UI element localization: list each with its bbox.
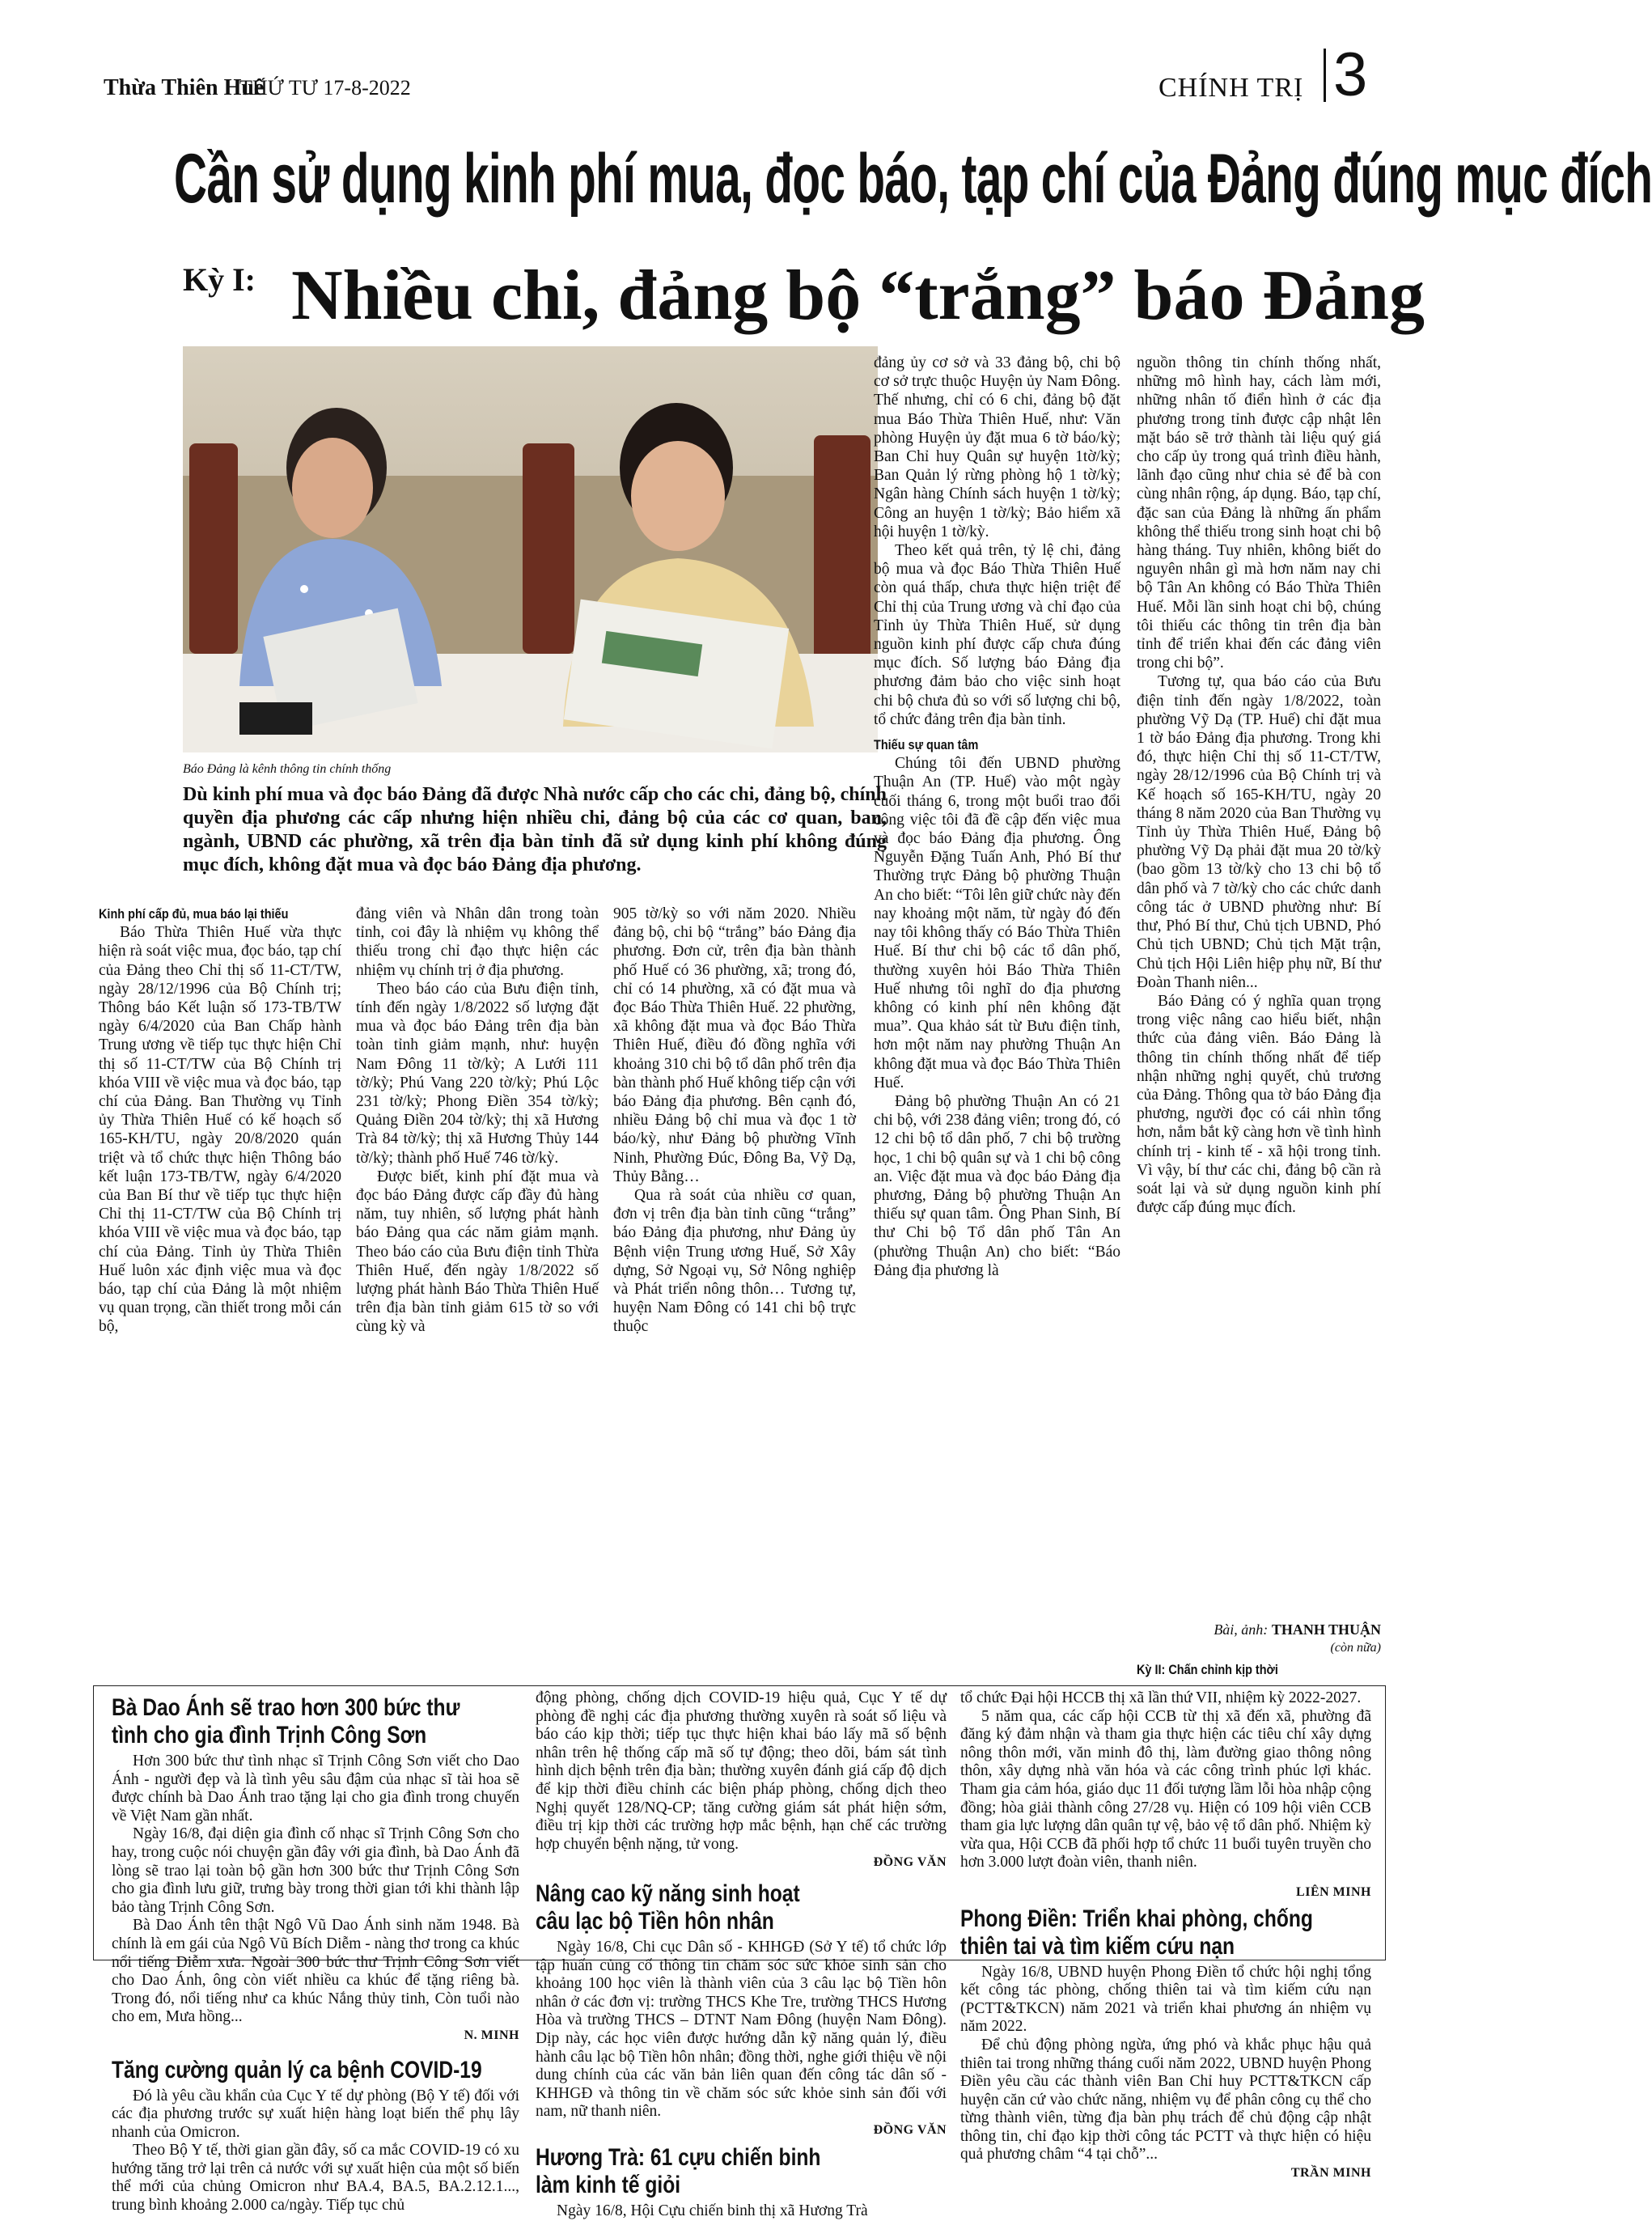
paragraph: Theo Bộ Y tế, thời gian gần đây, số ca mắc COVID-19 có xu hướng tăng trở lại trên cả nước với sự xuất hiện của một số biến thể mới của chủng Omicron như BA.4, BA.5, BA.2.12.1..., trung bình khoảng 2.000 ca/ngày. Tiếp tục chủ: [112, 2142, 519, 2215]
paragraph: Để chủ động phòng ngừa, ứng phó và khắc phục hậu quả thiên tai trong những tháng cuối năm 2022, UBND huyện Phong Điền yêu cầu các thành viên Ban Chỉ huy PCTT&TKCN cấp huyện căn cứ vào chức năng, nhiệm vụ để phân công cụ thể cho từng thành viên, từng địa bàn phụ trách để chủ động cập nhật thông tin, chỉ đạo kịp thời công tác PCTT và thực hiện có hiệu quả phương châm “4 tại chỗ”...: [960, 2036, 1371, 2164]
paragraph: Theo báo cáo của Bưu điện tỉnh, tính đến ngày 1/8/2022 số lượng đặt mua và đọc báo Đảng trên địa bàn toàn tỉnh giảm mạnh, như: huyện Nam Đông 11 tờ/kỳ; A Lưới 111 tờ/kỳ; Phú Vang 220 tờ/kỳ; Phú Lộc 231 tờ/kỳ; Phong Điền 354 tờ/kỳ; Quảng Điền 204 tờ/kỳ; thị xã Hương Trà 84 tờ/kỳ; thị xã Hương Thủy 144 tờ/kỳ; thành phố Huế 746 tờ/kỳ.: [356, 980, 599, 1167]
article-column-1: [99, 905, 341, 1337]
paragraph: đảng viên và Nhân dân trong toàn tỉnh, coi đây là nhiệm vụ không thể thiếu trong chỉ đạo thực hiện các nhiệm vụ chính trị ở địa phương.: [356, 905, 599, 979]
briefs-column-1: [112, 1694, 519, 2215]
briefs-column-3: [960, 1689, 1371, 2183]
brief-title: Tăng cường quản lý ca bệnh COVID-19: [112, 2056, 482, 2083]
to-be-continued: (còn nữa): [1330, 1641, 1381, 1655]
byline: Bài, ảnh: THANH THUẬN: [1214, 1621, 1381, 1638]
article-column-5: [1137, 354, 1381, 1217]
article-column-2: [356, 905, 599, 1337]
paragraph: Được biết, kinh phí đặt mua và đọc báo Đảng được cấp đầy đủ hàng năm, tuy nhiên, số lượng phát hành báo Đảng qua các năm giảm mạnh. Theo báo cáo của Bưu điện tỉnh Thừa Thiên Huế, đến ngày 1/8/2022 số lượng phát hành Báo Thừa Thiên Huế trên địa bàn tỉnh giảm 615 tờ so với cùng kỳ và: [356, 1168, 599, 1336]
publication-name: Thừa Thiên Huế: [104, 75, 265, 100]
paragraph: Tương tự, qua báo cáo của Bưu điện tỉnh đến ngày 1/8/2022, toàn phường Vỹ Dạ (TP. Huế) chỉ đặt mua 1 tờ báo Đảng địa phương. Trong khi đó, thực hiện Chỉ thị số 11-CT/TW, ngày 28/12/1996 của Bộ Chính trị và Kế hoạch số 165-KH/TU, ngày 20 tháng 8 năm 2020 của Ban Thường vụ Tỉnh ủy Thừa Thiên Huế, Đảng bộ phường Vỹ Dạ phải đặt mua 20 tờ/kỳ (bao gồm 13 tờ/kỳ cho 13 chi bộ tổ dân phố và 7 tờ/kỳ cho các chức danh công tác ở UBND phường như: Bí thư, Phó Bí thư, Chủ tịch UBND, Phó Chủ tịch UBND; Chủ tịch Mặt trận, Chủ tịch Hội Liên hiệp phụ nữ, Bí thư Đoàn Thanh niên...: [1137, 673, 1381, 991]
paragraph: Chúng tôi đến UBND phường Thuận An (TP. Huế) vào một ngày cuối tháng 6, trong một buổi trao đổi công việc tôi đã đề cập đến việc mua và đọc báo Đảng địa phương. Ông Nguyễn Đặng Tuấn Anh, Phó Bí thư Thường trực Đảng bộ phường Thuận An cho biết: “Tôi lên giữ chức này đến nay khoảng một năm, từ ngày đó đến nay tôi không thấy có Báo Thừa Thiên Huế. Bí thư chi bộ các tổ dân phố, thường xuyên hỏi Báo Thừa Thiên Huế nhưng tôi nghĩ do địa phương không có kinh phí nên không đặt mua”. Qua khảo sát từ Bưu điện tỉnh, hơn một năm nay phường Thuận An không đặt mua và đọc Báo Thừa Thiên Huế.: [874, 755, 1120, 1091]
section-name: CHÍNH TRỊ: [1159, 73, 1304, 103]
briefs-column-2: [536, 1689, 947, 2221]
brief-title: Hương Trà: 61 cựu chiến binh làm kinh tế giỏi: [536, 2144, 821, 2199]
paragraph: Đó là yêu cầu khẩn của Cục Y tế dự phòng (Bộ Y tế) đối với các địa phương trước sự xuất hiện hàng loạt biến thể phụ lây nhanh của Omicron.: [112, 2087, 519, 2141]
brief-title: Nâng cao kỹ năng sinh hoạt câu lạc bộ Tiền hôn nhân: [536, 1880, 800, 1935]
section-subhead: Kinh phí cấp đủ, mua báo lại thiếu: [99, 906, 289, 922]
paragraph: Bà Dao Ánh tên thật Ngô Vũ Dao Ánh sinh năm 1948. Bà chính là em gái của Ngô Vũ Bích Diễm - nàng thơ trong ca khúc nổi tiếng Diễm xưa. Ngoài 300 bức thư Trịnh Công Sơn viết cho Dao Ánh, ông còn viết nhiều ca khúc để tặng riêng bà. Trong đó, nổi tiếng như ca khúc Nắng thủy tinh, Còn tuổi nào cho em, Mưa hồng...: [112, 1917, 519, 2026]
paragraph: Đảng bộ phường Thuận An có 21 chi bộ, với 238 đảng viên; trong đó, có 12 chi bộ tổ dân phố, 7 chi bộ trường học, 1 chi bộ quân sự và 1 chi bộ công an. Việc đặt mua và đọc báo Đảng địa phương, Đảng bộ phường Thuận An thiếu sự quan tâm. Ông Phan Sinh, Bí thư Chi bộ Tổ dân phố Tân An (phường Thuận An) cho biết: “Báo Đảng địa phương là: [874, 1092, 1120, 1279]
paragraph: Báo Thừa Thiên Huế vừa thực hiện rà soát việc mua, đọc báo, tạp chí của Đảng theo Chỉ thị số 11-CT/TW, ngày 28/12/1996 của Bộ Chính trị; Thông báo Kết luận số 173-TB/TW ngày 6/4/2020 của Ban Chấp hành Trung ương về tiếp tục thực hiện Chỉ thị số 11-CT/TW của Bộ Chính trị khóa VIII về việc mua và đọc báo, tạp chí của Đảng. Ban Thường vụ Tỉnh ủy Thừa Thiên Huế có kế hoạch số 165-KH/TU, ngày 20/8/2020 quán triệt và tổ chức thực hiện Thông báo kết luận 173-TB/TW, ngày 6/4/2020 của Ban Bí thư về tiếp tục thực hiện Chỉ thị 11-CT/TW của Bộ Chính trị khóa VIII về việc mua và đọc báo, tạp chí của Đảng. Tỉnh ủy Thừa Thiên Huế luôn xác định việc mua và đọc báo, tạp chí của Đảng là một nhiệm vụ quan trọng, cần thiết trong mỗi cán bộ,: [99, 924, 341, 1336]
article-column-3: [613, 905, 856, 1337]
next-part-teaser: Kỳ II: Chấn chỉnh kịp thời: [1137, 1662, 1278, 1677]
paragraph: Ngày 16/8, Hội Cựu chiến binh thị xã Hương Trà: [557, 2202, 868, 2220]
article-column-4: [874, 354, 1120, 1280]
photo-two-women-reading-newspaper: [183, 346, 878, 752]
brief-title: Phong Điền: Triển khai phòng, chống thiên tai và tìm kiếm cứu nạn: [960, 1905, 1313, 1960]
paragraph: Ngày 16/8, Chi cục Dân số - KHHGĐ (Sở Y tế) tổ chức lớp tập huấn củng cố thông tin chăm sóc sức khỏe sinh sản cho khoảng 100 học viên là thành viên của 3 câu lạc bộ Tiền hôn nhân ở các đơn vị: trường THCS Khe Tre, trường THCS Hương Hòa và trường THCS – DTNT Nam Đông (huyện Nam Đông). Dịp này, các học viên được hướng dẫn kỹ năng quản lý, điều hành câu lạc bộ Tiền hôn nhân; đồng thời, nghe giới thiệu về nội dung chính của các văn bản liên quan đến công tác dân số - KHHGĐ và thông tin về chăm sóc sức khỏe sinh sản đối với nam, nữ thanh niên.: [536, 1938, 947, 2121]
paragraph: đảng ủy cơ sở và 33 đảng bộ, chi bộ cơ sở trực thuộc Huyện ủy Nam Đông. Thế nhưng, chỉ có 6 chi, đảng bộ đặt mua Báo Thừa Thiên Huế, như: Văn phòng Huyện ủy đặt mua 6 tờ báo/kỳ; Ban Chỉ huy Quân sự huyện 1tờ/kỳ; Ban Quản lý rừng phòng hộ 1 tờ/kỳ; Ngân hàng Chính sách huyện 1 tờ/kỳ; Công an huyện 1 tờ/kỳ; Bảo hiểm xã hội huyện 1 tờ/kỳ.: [874, 354, 1120, 540]
article-lead: Dù kinh phí mua và đọc báo Đảng đã được Nhà nước cấp cho các chi, đảng bộ, chính quyền địa phương các cấp nhưng hiện nhiều chi, đảng bộ của các cơ quan, ban, ngành, UBND các phường, xã trên địa bàn tỉnh đã sử dụng kinh phí không đúng mục đích, không đặt mua và đọc báo Đảng địa phương.: [183, 784, 887, 875]
brief-signature: LIÊN MINH: [1296, 1884, 1371, 1899]
paragraph: Ngày 16/8, đại diện gia đình cố nhạc sĩ Trịnh Công Sơn cho hay, trong cuộc nói chuyện gần đây với gia đình, bà Dao Ánh đã lòng sẽ trao lại toàn bộ gần hơn 300 bức thư Trịnh Công Sơn cho gia đình lưu giữ, trưng bày trong thời gian tới khi thành lập bảo tàng Trịnh Công Sơn.: [112, 1825, 519, 1916]
paragraph: Qua rà soát của nhiều cơ quan, đơn vị trên địa bàn tỉnh cũng “trắng” báo Đảng địa phương, như Đảng ủy Bệnh viện Trung ương Huế, Sở Xây dựng, Sở Ngoại vụ, Sở Nông nghiệp và Phát triển nông thôn… Tương tự, huyện Nam Đông có 141 chi bộ trực thuộc: [613, 1187, 856, 1336]
paragraph: Hơn 300 bức thư tình nhạc sĩ Trịnh Công Sơn viết cho Dao Ánh - người đẹp và là tình yêu sâu đậm của nhạc sĩ tài hoa sẽ được chính bà Dao Ánh trao tặng lại cho gia đình trong chuyến về Việt Nam gần nhất.: [112, 1753, 519, 1825]
series-kicker: Kỳ I:: [183, 261, 256, 298]
paragraph: Báo Đảng có ý nghĩa quan trọng trong việc nâng cao hiểu biết, nhận thức của đảng viên. Báo Đảng là thông tin chính thống nhất để tiếp nhận những nghị quyết, chủ trương của Đảng. Thông qua tờ báo Đảng địa phương, người đọc có cái nhìn tổng hơn, nắm bắt kỹ càng hơn về tình hình chính trị - kinh tế - xã hội trong tỉnh. Vì vậy, bí thư các chi, đảng bộ cần rà soát lại và sử dụng nguồn kinh phí được cấp đúng mục đích.: [1137, 992, 1381, 1217]
issue-date: THỨ TƯ 17-8-2022: [239, 76, 411, 100]
paragraph: động phòng, chống dịch COVID-19 hiệu quả, Cục Y tế dự phòng đề nghị các địa phương thường xuyên rà soát số liệu và báo cáo kịp thời; tiếp tục thực hiện khai báo lấy mã số bệnh nhân trên hệ thống cấp mã số tự động; theo dõi, bám sát tình hình dịch bệnh trên địa bàn; thường xuyên đánh giá cấp độ dịch để kịp thời điều chỉnh các biện pháp phòng, chống dịch theo Nghị quyết 128/NQ-CP; tăng cường giám sát phát hiện sớm, điều trị kịp thời các trường hợp mắc bệnh, hạn chế các trường hợp chuyển bệnh nặng, tử vong.: [536, 1689, 947, 1853]
brief-title: Bà Dao Ánh sẽ trao hơn 300 bức thư tình cho gia đình Trịnh Công Sơn: [112, 1694, 460, 1748]
subheadline: Nhiều chi, đảng bộ “trắng” báo Đảng: [291, 256, 1425, 335]
paragraph: Theo kết quả trên, tỷ lệ chi, đảng bộ mua và đọc Báo Thừa Thiên Huế còn quá thấp, chưa thực hiện triệt để Chỉ thị của Trung ương và chỉ đạo của Tỉnh ủy Thừa Thiên Huế, sử dụng nguồn kinh phí được cấp chưa đúng mục đích. Số lượng báo Đảng địa phương đảm bảo cho việc sinh hoạt chi bộ chưa đủ so với số lượng chi bộ, tổ chức đảng trên địa bàn tỉnh.: [874, 542, 1120, 728]
article-photo: [183, 346, 878, 752]
brief-signature: TRẦN MINH: [1290, 2166, 1371, 2181]
paragraph: Ngày 16/8, UBND huyện Phong Điền tổ chức hội nghị tổng kết công tác phòng, chống thiên tai và tìm kiếm cứu nạn (PCTT&TKCN) năm 2021 và triển khai phương án nhiệm vụ năm 2022.: [960, 1963, 1371, 2036]
paragraph: nguồn thông tin chính thống nhất, những mô hình hay, cách làm mới, những nhân tố điển hình ở các địa phương trong tỉnh được cập nhật lên mặt báo sẽ trở thành tài liệu quý giá cho cấp ủy trong quá trình điều hành, lãnh đạo cũng như chia sẻ để bà con cùng nhân rộng, áp dụng. Báo, tạp chí, đặc san của Đảng là những ấn phẩm không thể thiếu trong sinh hoạt chi bộ hàng tháng. Tuy nhiên, không biết do nguyên nhân gì mà hơn năm nay chi bộ Tân An không có Báo Thừa Thiên Huế. Mỗi lần sinh hoạt chi bộ, chúng tôi thiếu các thông tin trên địa bàn tỉnh để triển khai đến các đảng viên trong chi bộ”.: [1137, 354, 1381, 672]
brief-signature: ĐỒNG VĂN: [873, 2122, 947, 2137]
paragraph: 5 năm qua, các cấp hội CCB từ thị xã đến xã, phường đã đăng ký đảm nhận và tham gia thực hiện các tiêu chí xây dựng nông thôn mới, văn minh đô thị, làm đường giao thông nông thôn, xây dựng nhà văn hóa và các công trình phúc lợi khác. Tham gia cảm hóa, giáo dục 11 đối tượng lầm lỗi hòa nhập cộng đồng; hòa giải thành công 27/28 vụ. Hiện có 109 hội viên CCB tham gia lực lượng dân quân tự vệ, bảo vệ tổ dân phố. Nhiệm kỳ vừa qua, Hội CCB đã phối hợp tổ chức 11 buổi tuyên truyền cho hơn 3.000 lượt đoàn viên, thanh niên.: [960, 1707, 1371, 1871]
header-separator: [1324, 49, 1326, 102]
paragraph: tổ chức Đại hội HCCB thị xã lần thứ VII, nhiệm kỳ 2022-2027.: [960, 1689, 1362, 1706]
brief-signature: ĐỒNG VĂN: [873, 1855, 947, 1870]
section-subhead: Thiếu sự quan tâm: [874, 737, 979, 753]
brief-signature: N. MINH: [464, 2028, 519, 2042]
paragraph: 905 tờ/kỳ so với năm 2020. Nhiều đảng bộ, chi bộ “trắng” báo Đảng địa phương. Đơn cử, trên địa bàn thành phố Huế có 36 phường, xã; trong đó, chỉ có 14 phường, xã có đặt mua và đọc Báo Thừa Thiên Huế. 22 phường, xã không đặt mua và đọc Báo Thừa Thiên Huế, điều đó đồng nghĩa với khoảng 310 chi bộ tổ dân phố trên địa bàn thành phố Huế không tiếp cận với báo Đảng địa phương. Bên cạnh đó, nhiều Đảng bộ chỉ mua và đọc 1 tờ báo/kỳ, như Đảng bộ phường Vĩnh Ninh, Phường Đúc, Đông Ba, Vỹ Dạ, Thủy Bằng…: [613, 905, 856, 1185]
headline: Cần sử dụng kinh phí mua, đọc báo, tạp chí của Đảng đúng mục đích: [174, 140, 1652, 218]
page-number: 3: [1333, 40, 1368, 109]
photo-caption: Báo Đảng là kênh thông tin chính thống: [183, 762, 392, 776]
